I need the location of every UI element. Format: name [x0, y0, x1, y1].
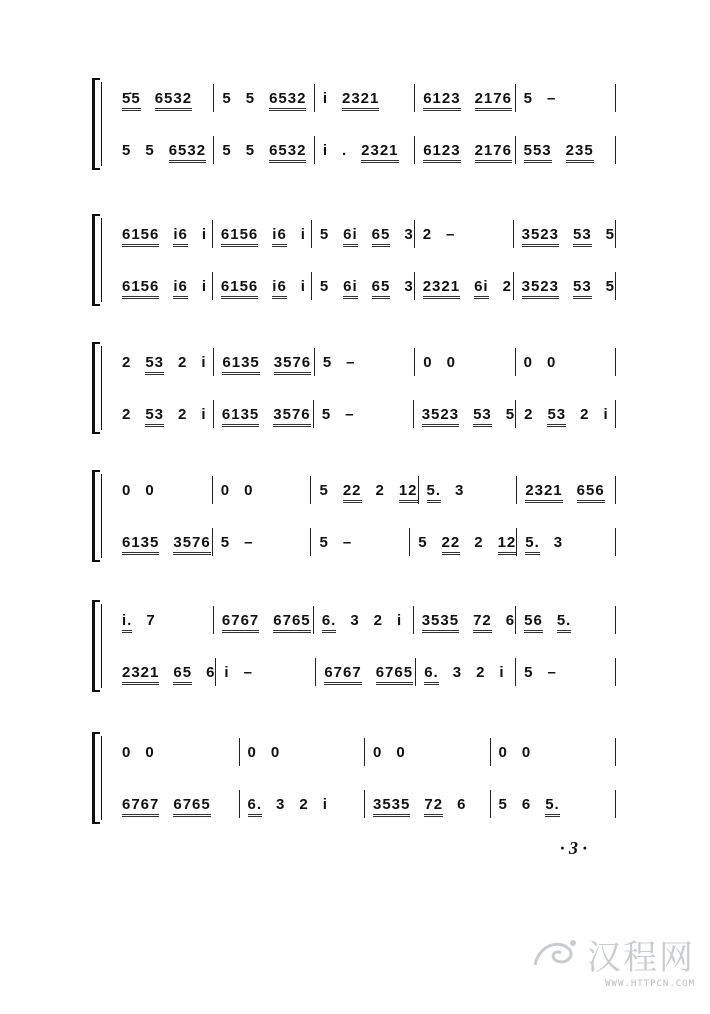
system-barline — [101, 474, 102, 558]
note-group: – — [446, 225, 456, 243]
note-group: 5 — [319, 225, 330, 243]
note-group: 5 — [605, 277, 616, 295]
note-group: 2 — [122, 353, 132, 371]
note-group: 6. — [321, 611, 337, 629]
measure — [216, 658, 316, 686]
score-system — [92, 342, 616, 434]
watermark-name: 汉程网 — [587, 938, 695, 978]
note-group: – — [243, 663, 253, 681]
note-group: 5 — [605, 225, 616, 243]
measure — [114, 272, 213, 300]
measure — [415, 272, 514, 300]
measure — [214, 606, 314, 634]
measure — [214, 136, 314, 164]
note-group: 0 — [498, 743, 508, 761]
note-group: 0 — [396, 743, 406, 761]
upper-part-staff — [114, 606, 616, 634]
note-group: 5 — [418, 533, 428, 551]
note-group: 2 — [299, 795, 309, 813]
note-group: i6 — [272, 277, 287, 295]
note-group: i — [322, 141, 328, 159]
note-group: 5. — [426, 481, 442, 499]
measure — [415, 136, 515, 164]
note-group: 5. — [556, 611, 572, 629]
note-group: . — [341, 141, 348, 159]
measure — [316, 658, 416, 686]
note-group: 5 — [321, 405, 332, 423]
system-brace — [92, 78, 100, 170]
upper-part-staff — [114, 476, 616, 504]
measure — [516, 400, 616, 428]
measure — [240, 738, 366, 766]
note-group: 3576 — [273, 405, 311, 423]
system-barline — [101, 218, 102, 302]
measure — [214, 84, 314, 112]
note-group: 6. — [424, 663, 439, 681]
note-group: 2 — [178, 405, 188, 423]
watermark-url: WWW.HTTPCN.COM — [605, 979, 695, 989]
measure — [114, 348, 214, 376]
note-group: i — [322, 89, 328, 107]
note-group: 6123 — [423, 89, 461, 107]
note-group: 235 — [565, 141, 594, 159]
measure — [114, 738, 240, 766]
measure — [114, 528, 213, 556]
note-group: 5 — [322, 353, 333, 371]
measure — [415, 84, 515, 112]
note-group: 12 — [497, 533, 517, 551]
note-group: 2 — [524, 405, 534, 423]
note-group: – — [547, 663, 557, 681]
measure — [114, 84, 214, 112]
note-group: i — [300, 225, 306, 243]
note-group: i6 — [173, 225, 188, 243]
measure — [415, 348, 515, 376]
upper-part-staff — [114, 348, 616, 376]
note-group: 3535 — [373, 795, 411, 813]
note-group: i — [499, 663, 505, 681]
note-group: 5 — [145, 141, 155, 159]
measure — [213, 220, 312, 248]
note-group: 3 — [404, 277, 414, 295]
note-group: 0 — [145, 743, 155, 761]
note-group: 2321 — [525, 481, 563, 499]
note-group: 5 — [319, 481, 329, 499]
note-group: 65 — [371, 225, 391, 243]
note-group: 3 — [350, 611, 360, 629]
system-brace — [92, 214, 100, 306]
measure — [213, 528, 312, 556]
note-group: – — [546, 89, 557, 107]
measure — [315, 136, 415, 164]
system-brace — [92, 342, 100, 434]
note-group: 3576 — [273, 353, 312, 371]
watermark-logo — [529, 930, 695, 979]
measure — [514, 220, 616, 248]
measure — [314, 400, 414, 428]
measure — [311, 528, 410, 556]
note-group: 56 — [524, 611, 543, 629]
measure — [315, 84, 415, 112]
note-group: 5. — [545, 795, 560, 813]
note-group: 7 — [146, 611, 156, 629]
score-system — [92, 470, 616, 562]
watermark — [520, 930, 695, 1000]
note-group: – — [346, 353, 356, 371]
measure — [516, 348, 616, 376]
note-group: 5 — [222, 89, 232, 107]
note-group: 3 — [455, 481, 465, 499]
note-group: 2321 — [122, 663, 160, 681]
note-group: 2 — [474, 533, 484, 551]
system-barline — [101, 82, 102, 166]
system-brace — [92, 470, 100, 562]
lower-part-staff — [114, 528, 616, 556]
system-barline — [101, 604, 102, 688]
note-group: 3 — [404, 225, 414, 243]
measure — [114, 790, 240, 818]
swirl-logo-icon — [529, 935, 583, 975]
note-group: 3 — [452, 663, 463, 681]
system-brace — [92, 732, 100, 824]
note-group: 72 — [473, 611, 492, 629]
measure — [114, 476, 213, 504]
lower-part-staff — [114, 400, 616, 428]
measure — [312, 272, 415, 300]
measure — [240, 790, 366, 818]
note-group: 5 — [222, 141, 232, 159]
note-group: 6767 — [221, 611, 260, 629]
note-group: 5 — [523, 89, 533, 107]
note-group: 6 — [457, 795, 467, 813]
note-group: i. — [122, 611, 133, 629]
note-group: 2 — [178, 353, 188, 371]
note-group: 2 — [373, 611, 384, 629]
system-brace — [92, 600, 100, 692]
measure — [514, 272, 616, 300]
measure — [114, 400, 214, 428]
note-group: i — [322, 795, 328, 813]
note-group: 6135 — [222, 353, 260, 371]
note-group: 6767 — [122, 795, 160, 813]
measure — [516, 84, 616, 112]
note-group: 6765 — [173, 795, 211, 813]
note-group: 2176 — [474, 89, 512, 107]
note-group: 6i — [343, 277, 358, 295]
note-group: 3523 — [421, 405, 460, 423]
lower-part-staff — [114, 136, 616, 164]
note-group: 2 — [476, 663, 486, 681]
note-group: 6 — [206, 663, 216, 681]
measure — [419, 476, 518, 504]
note-group: 0 — [521, 743, 532, 761]
note-group: – — [244, 533, 254, 551]
note-group: 6156 — [220, 277, 259, 295]
note-group: 0 — [446, 353, 456, 371]
note-group: 6765 — [375, 663, 414, 681]
measure — [415, 220, 514, 248]
note-group: – — [342, 533, 353, 551]
score-system — [92, 78, 616, 170]
note-group: 6i — [343, 225, 358, 243]
note-group: 0 — [523, 353, 533, 371]
note-group: 53 — [145, 405, 165, 423]
note-group: 2321 — [422, 277, 461, 295]
note-group: 5 — [524, 663, 534, 681]
note-group: 3523 — [521, 277, 559, 295]
note-group: 6 — [521, 795, 532, 813]
measure — [414, 606, 516, 634]
measure — [315, 348, 415, 376]
measure — [491, 738, 617, 766]
measure — [516, 606, 616, 634]
note-group: 6156 — [122, 225, 160, 243]
note-group: i — [224, 663, 230, 681]
note-group: 22 — [342, 481, 362, 499]
note-group: 2 — [502, 277, 512, 295]
note-group: 6i — [474, 277, 489, 295]
score-system — [92, 600, 616, 692]
note-group: 2 — [422, 225, 433, 243]
note-group: 0 — [373, 743, 383, 761]
lower-part-staff — [114, 790, 616, 818]
note-group: 12 — [398, 481, 418, 499]
note-group: 6532 — [269, 141, 307, 159]
note-group: i — [603, 405, 609, 423]
note-group: 6135 — [122, 533, 160, 551]
measure — [311, 476, 418, 504]
measure — [114, 220, 213, 248]
note-group: 53 — [572, 277, 592, 295]
note-group: 0 — [145, 481, 155, 499]
score-system — [92, 732, 616, 824]
system-barline — [101, 346, 102, 430]
score-system — [92, 214, 616, 306]
measure — [365, 738, 491, 766]
note-group: 0 — [244, 481, 254, 499]
note-group: 5 — [245, 141, 256, 159]
note-group: 6 — [505, 611, 516, 629]
note-group: 2321 — [341, 89, 380, 107]
measure — [214, 348, 314, 376]
note-group: 2 — [580, 405, 590, 423]
note-group: 0 — [122, 743, 132, 761]
note-group: 72 — [424, 795, 444, 813]
measure — [416, 658, 516, 686]
note-group: 6123 — [423, 141, 461, 159]
note-group: 3523 — [521, 225, 559, 243]
measure — [114, 136, 214, 164]
note-group: 6767 — [324, 663, 362, 681]
note-group: 5 — [122, 141, 132, 159]
note-group: 6765 — [273, 611, 311, 629]
measure — [114, 606, 214, 634]
measure — [314, 606, 414, 634]
measure — [213, 272, 312, 300]
measure — [516, 136, 616, 164]
note-group: i — [201, 405, 207, 423]
upper-part-staff — [114, 220, 616, 248]
note-group: 5 — [498, 795, 508, 813]
note-group: 65 — [371, 277, 391, 295]
note-group: 2321 — [361, 141, 399, 159]
note-group: 553 — [523, 141, 552, 159]
note-group: 5. — [525, 533, 540, 551]
note-group: 6532 — [269, 89, 307, 107]
note-group: i — [201, 353, 207, 371]
measure — [114, 658, 216, 686]
measure — [214, 400, 314, 428]
upper-part-staff — [114, 84, 616, 112]
note-group: 5 — [319, 533, 329, 551]
note-group: i — [201, 225, 208, 243]
note-group: 6. — [247, 795, 263, 813]
note-group: 0 — [546, 353, 557, 371]
note-group: i — [300, 277, 306, 295]
note-group: 53 — [145, 353, 165, 371]
note-group: 65 — [173, 663, 193, 681]
note-group: 3576 — [173, 533, 211, 551]
note-group: 656 — [576, 481, 605, 499]
note-group: 3 — [276, 795, 286, 813]
note-group: i6 — [173, 277, 188, 295]
note-group: 2176 — [474, 141, 512, 159]
note-group: i6 — [272, 225, 287, 243]
note-group: 6532 — [154, 89, 193, 107]
note-group: 22 — [441, 533, 461, 551]
measure — [516, 658, 616, 686]
note-group: 0 — [220, 481, 231, 499]
page-number: · 3 · — [560, 838, 587, 858]
note-group: 5̇5 — [122, 89, 141, 107]
note-group: 5 — [245, 89, 256, 107]
note-group: 0 — [423, 353, 433, 371]
note-group: 0 — [247, 743, 257, 761]
note-group: i — [201, 277, 208, 295]
note-group: 6156 — [220, 225, 259, 243]
note-group: 3 — [553, 533, 564, 551]
note-group: 5 — [220, 533, 231, 551]
note-group: 3535 — [421, 611, 460, 629]
measure — [414, 400, 516, 428]
note-group: – — [345, 405, 355, 423]
measure — [312, 220, 415, 248]
note-group: 53 — [572, 225, 592, 243]
note-group: 53 — [547, 405, 567, 423]
measure — [517, 528, 616, 556]
measure — [365, 790, 491, 818]
note-group: 5 — [505, 405, 516, 423]
system-barline — [101, 736, 102, 820]
measure — [213, 476, 312, 504]
note-group: 6532 — [168, 141, 207, 159]
upper-part-staff — [114, 738, 616, 766]
lower-part-staff — [114, 658, 616, 686]
lower-part-staff — [114, 272, 616, 300]
measure — [517, 476, 616, 504]
note-group: i — [397, 611, 403, 629]
note-group: 2 — [375, 481, 385, 499]
note-group: 0 — [122, 481, 132, 499]
note-group: 5 — [319, 277, 330, 295]
note-group: 53 — [473, 405, 492, 423]
measure — [491, 790, 617, 818]
note-group: 6156 — [122, 277, 160, 295]
note-group: 0 — [270, 743, 281, 761]
measure — [410, 528, 517, 556]
note-group: 2 — [122, 405, 132, 423]
note-group: 6135 — [221, 405, 260, 423]
